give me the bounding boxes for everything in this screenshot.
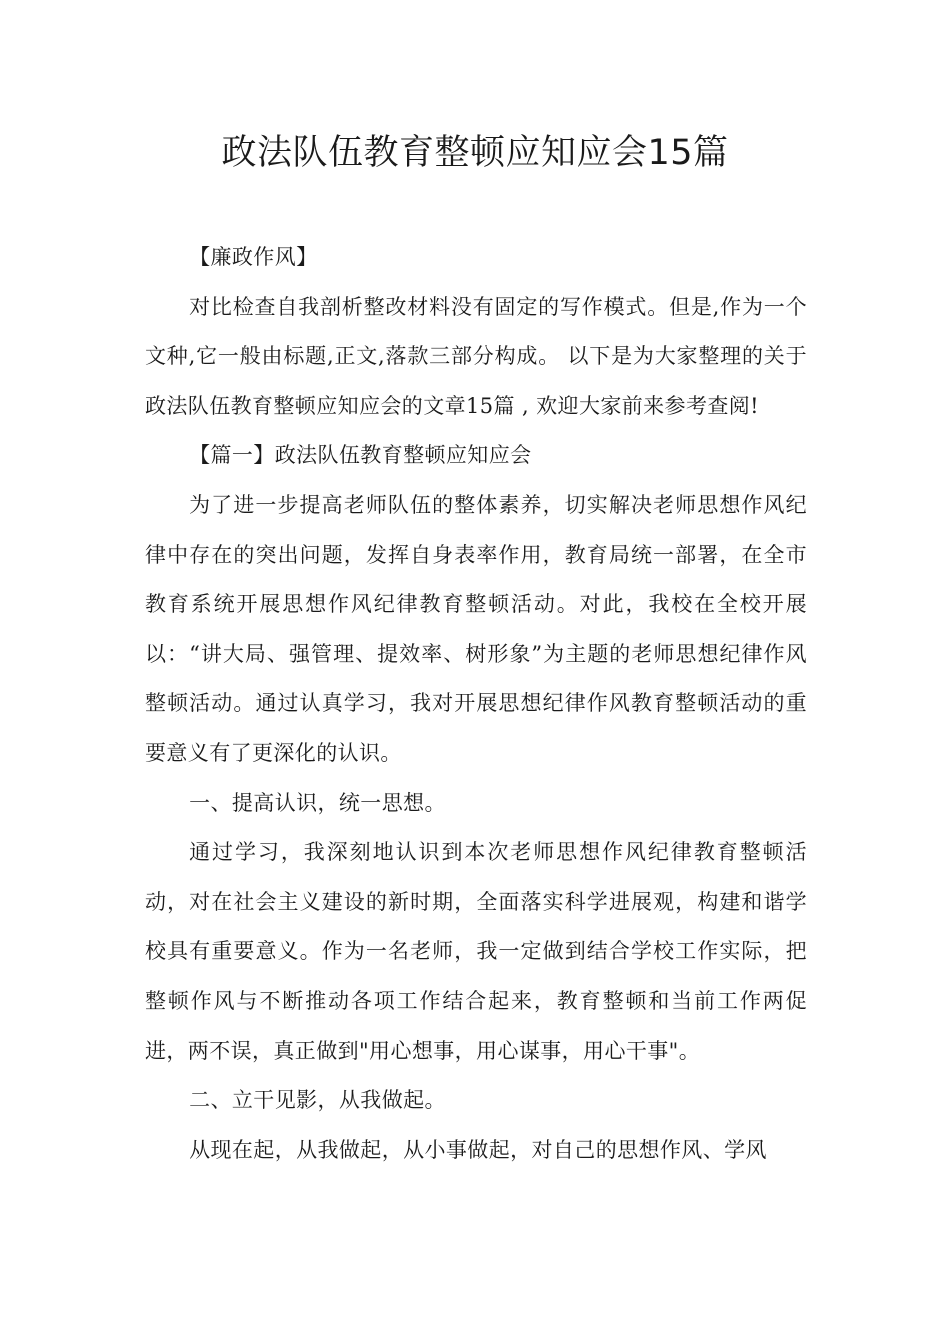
body-paragraph: 从现在起，从我做起，从小事做起，对自己的思想作风、学风 bbox=[189, 1137, 767, 1162]
body-paragraph: 为了进一步提高老师队伍的整体素养，切实解决老师思想作风纪律中存在的突出问题，发挥自身表率作用，教育局统一部署，在全市教育系统开展思想作风纪律教育整顿活动。对此，我校在全校开展以：“讲大局、强管理、提效率、树形象”为主题的老师思想纪律作风整顿活动。通过认真学习，我对开展思想纪律作风教育整顿活动的重要意义有了更深化的认识。 bbox=[145, 492, 807, 765]
document-title: 政法队伍教育整顿应知应会15篇 bbox=[221, 133, 729, 173]
section-label-lianzheng: 【廉政作风】 bbox=[189, 245, 318, 269]
subheading-2: 二、立干见影，从我做起。 bbox=[189, 1088, 446, 1113]
subheading-1: 一、提高认识，统一思想。 bbox=[189, 790, 446, 815]
intro-paragraph: 对比检查自我剖析整改材料没有固定的写作模式。但是,作为一个文种,它一般由标题,正文,落款三部分构成。 以下是为大家整理的关于政法队伍教育整顿应知应会的文章15篇 , 欢迎大家前来参考查阅! bbox=[145, 294, 807, 418]
body-paragraph: 通过学习，我深刻地认识到本次老师思想作风纪律教育整顿活动，对在社会主义建设的新时期，全面落实科学进展观，构建和谐学校具有重要意义。作为一名老师，我一定做到结合学校工作实际，把整顿作风与不断推动各项工作结合起来，教育整顿和当前工作两促进，两不误，真正做到"用心想事，用心谋事，用心干事"。 bbox=[145, 840, 807, 1063]
document-body bbox=[145, 233, 807, 1175]
chapter-heading-1: 【篇一】政法队伍教育整顿应知应会 bbox=[189, 443, 532, 468]
